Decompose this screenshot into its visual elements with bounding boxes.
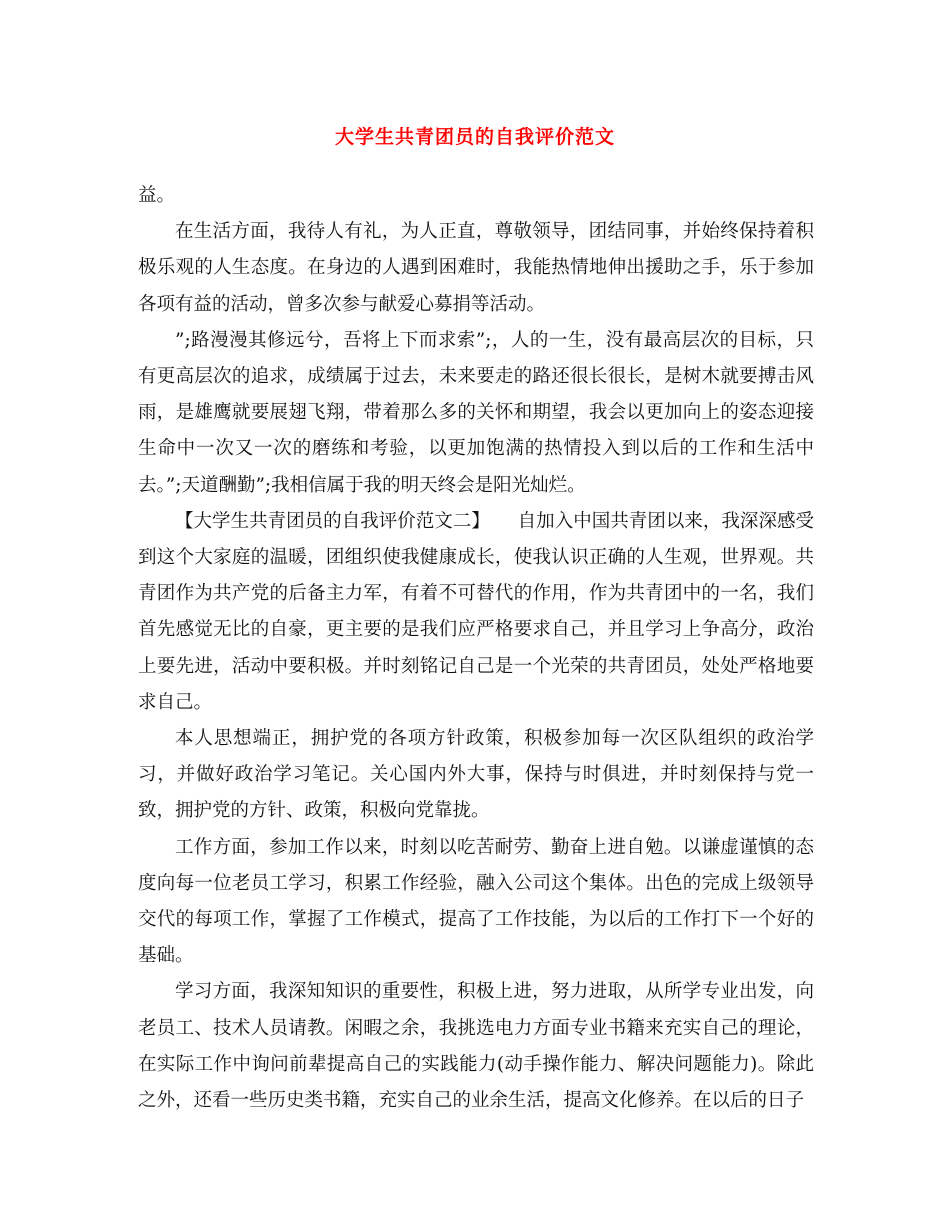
paragraph-4: 【大学生共青团员的自我评价范文二】 自加入中国共青团以来，我深深感受到这个大家庭的温暖，团组织使我健康成长，使我认识正确的人生观，世界观。共青团作为共产党的后备主力军，有着不可替代的作用，作为共青团中的一名，我们首先感觉无比的自豪，更主要的是我们应严格要求自己，并且学习上争高分，政治上要先进，活动中要积极。并时刻铭记自己是一个光荣的共青团员，处处严格地要求自己。 (138, 510, 814, 713)
document-body (138, 178, 814, 1119)
paragraph-1: 益。 (138, 185, 176, 206)
paragraph-6: 工作方面，参加工作以来，时刻以吃苦耐劳、勤奋上进自勉。以谦虚谨慎的态度向每一位老员工学习，积累工作经验，融入公司这个集体。出色的完成上级领导交代的每项工作，掌握了工作模式，提高了工作技能，为以后的工作打下一个好的基础。 (138, 836, 814, 967)
paragraph-3: ”;路漫漫其修远兮，吾将上下而求索”;，人的一生，没有最高层次的目标，只有更高层次的追求，成绩属于过去，未来要走的路还很长很长，是树木就要搏击风雨，是雄鹰就要展翅飞翔，带着那么多的关怀和期望，我会以更加向上的姿态迎接生命中一次又一次的磨练和考验，以更加饱满的热情投入到以后的工作和生活中去。”;天道酬勤”;我相信属于我的明天终会是阳光灿烂。 (138, 329, 814, 496)
document-title: 大学生共青团员的自我评价范文 (334, 126, 615, 148)
paragraph-7: 学习方面，我深知知识的重要性，积极上进，努力进取，从所学专业出发，向老员工、技术人员请教。闲暇之余，我挑选电力方面专业书籍来充实自己的理论，在实际工作中询问前辈提高自己的实践能力(动手操作能力、解决问题能力)。除此之外，还看一些历史类书籍，充实自己的业余生活，提高文化修养。在以后的日子 (138, 981, 814, 1112)
paragraph-5: 本人思想端正，拥护党的各项方针政策，积极参加每一次区队组织的政治学习，并做好政治学习笔记。关心国内外大事，保持与时俱进，并时刻保持与党一致，拥护党的方针、政策，积极向党靠拢。 (138, 728, 814, 822)
paragraph-2: 在生活方面，我待人有礼，为人正直，尊敬领导，团结同事，并始终保持着积极乐观的人生态度。在身边的人遇到困难时，我能热情地伸出援助之手，乐于参加各项有益的活动，曾多次参与献爱心募捐等活动。 (138, 221, 814, 315)
